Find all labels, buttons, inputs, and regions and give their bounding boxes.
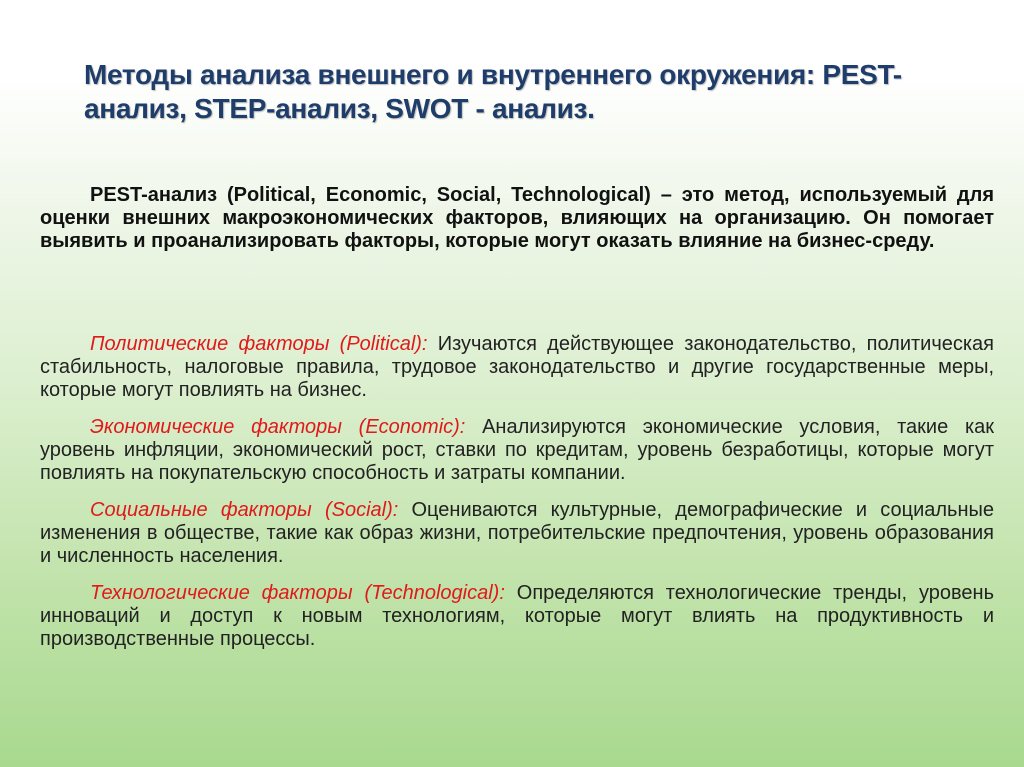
factor-name: Технологические факторы (Technological): (90, 582, 505, 604)
factors-list (40, 333, 994, 665)
intro-paragraph: PEST-анализ (Political, Economic, Social, Technological) – это метод, используемый для оценки внешних макроэкономических факторов, влияющих на организацию. Он помогает выявить и проанализировать факторы, которые могут оказать влияние на бизнес-среду. (40, 184, 994, 252)
factor-economic (40, 416, 994, 485)
factor-technological (40, 582, 994, 651)
factor-text: Изучаются действующее законодательство, политическая стабильность, налоговые правила, трудовое законодательство и другие государственные меры, которые могут повлиять на бизнес. (40, 333, 995, 401)
slide-title: Методы анализа внешнего и внутреннего окружения: PEST-анализ, STEP-анализ, SWOT - анализ. (84, 59, 902, 124)
factor-name: Экономические факторы (Economic): (90, 416, 466, 438)
factor-text: Определяются технологические тренды, уровень инноваций и доступ к новым технологиям, которые могут влиять на продуктивность и производственные процессы. (40, 582, 994, 650)
factor-text: Анализируются экономические условия, такие как уровень инфляции, экономический рост, ставки по кредитам, уровень безработицы, которые могут повлиять на покупательскую способность и затраты компании. (40, 416, 995, 484)
factor-text: Оцениваются культурные, демографические и социальные изменения в обществе, такие как образ жизни, потребительские предпочтения, уровень образования и численность населения. (40, 499, 994, 567)
factor-name: Политические факторы (Political): (90, 333, 428, 355)
factor-political (40, 333, 994, 402)
factor-social (40, 499, 994, 568)
factor-name: Социальные факторы (Social): (90, 499, 399, 521)
